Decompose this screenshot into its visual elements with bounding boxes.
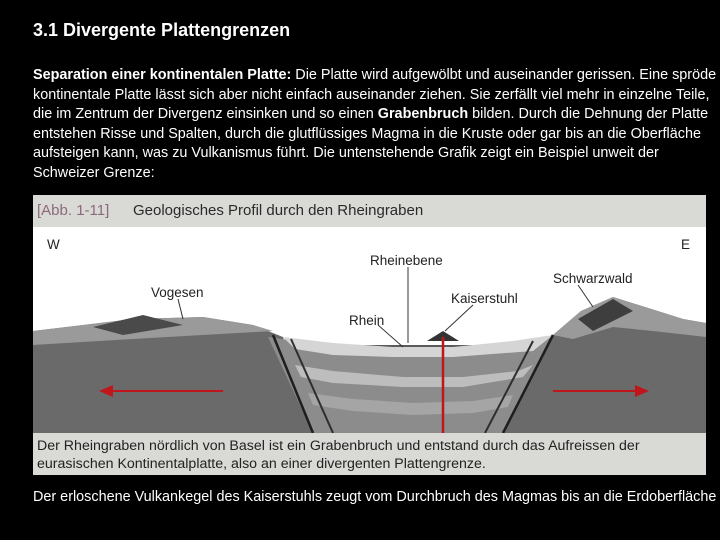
figure-number: [Abb. 1-11] — [37, 202, 110, 219]
leader-vogesen — [178, 299, 183, 319]
paragraph-text-2: bilden. Durch die Dehnung der Platte entstehen Risse und Spalten, durch die glutflüssiges Magma in die Kruste oder gar bis an die Oberfläche aufsteigen kann, was zu Vulkanismus führt. Die untenstehende Grafik zeigt ein Beispiel unweit der Schweizer Grenze: — [33, 106, 709, 181]
vogesen-label: Vogesen — [151, 285, 204, 300]
west-label: W — [47, 237, 60, 252]
rheinebene-label: Rheinebene — [370, 253, 443, 268]
leader-rhein — [378, 325, 403, 347]
figure-caption: Der Rheingraben nördlich von Basel ist ein Grabenbruch und entstand durch das Aufreissen der eurasischen Kontinentalplatte, also an einer divergenten Plattengrenze. — [33, 433, 706, 475]
figure-title: Geologisches Profil durch den Rheingraben — [133, 202, 424, 219]
rhein-label: Rhein — [349, 313, 385, 328]
slide-title: 3.1 Divergente Plattengrenzen — [33, 20, 291, 40]
east-label: E — [681, 237, 691, 252]
leader-schwarzwald — [578, 285, 593, 307]
figure-header — [33, 195, 706, 227]
grabenbruch-term: Grabenbruch — [377, 106, 469, 122]
lead-bold-text: Separation einer kontinentalen Platte: — [33, 67, 292, 83]
geological-profile — [33, 227, 706, 433]
kaiserstuhl-label: Kaiserstuhl — [451, 291, 518, 306]
leader-kaiserstuhl — [445, 305, 473, 331]
schwarzwald-label: Schwarzwald — [553, 271, 633, 286]
rheingraben-figure — [33, 195, 706, 475]
intro-paragraph — [33, 66, 719, 183]
footer-text: Der erloschene Vulkankegel des Kaiserstuhls zeugt vom Durchbruch des Magmas bis an die Erdoberfläche — [33, 489, 717, 505]
paragraph-text-1: Die Platte wird aufgewölbt und auseinander gerissen. Eine spröde kontinentale Platte lässt sich aber nicht einfach auseinander ziehen. Sie zerfällt viel mehr in einzelne Teile, die im Zentrum der Divergenz einsinken und so einen — [33, 67, 717, 122]
